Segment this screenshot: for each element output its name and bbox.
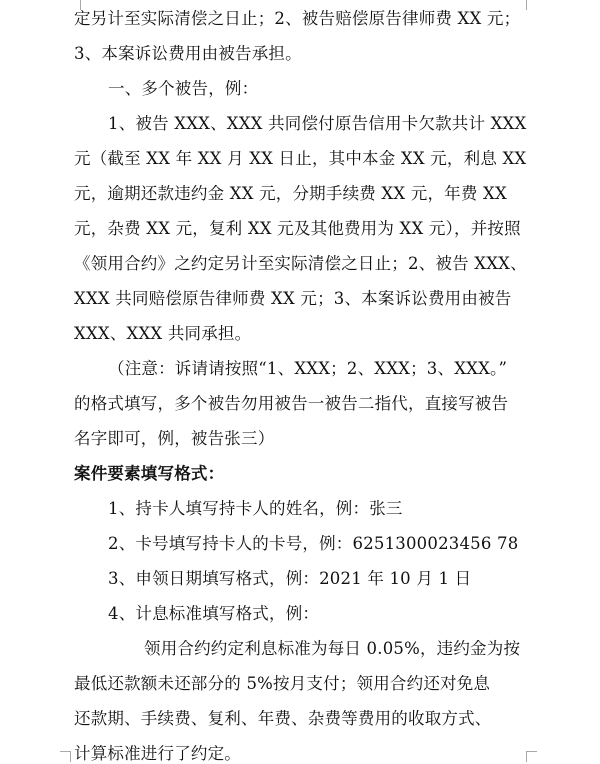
page-corner-mark-top-right <box>526 0 537 10</box>
note-line: 名字即可，例，被告张三） <box>74 429 275 448</box>
text-line: 《领用合约》之约定另计至实际清偿之日止；2、被告 XXX、 <box>74 254 527 273</box>
section-heading: 一、多个被告，例： <box>108 79 259 98</box>
text-line: 3、本案诉讼费用由被告承担。 <box>74 44 302 63</box>
page-corner-mark-bottom-left <box>60 751 71 762</box>
text-line: 定另计至实际清偿之日止；2、被告赔偿原告律师费 XX 元； <box>74 9 521 28</box>
text-line: XXX、XXX 共同承担。 <box>74 324 252 343</box>
text-line: 1、被告 XXX、XXX 共同偿付原告信用卡欠款共计 XXX <box>108 114 527 133</box>
format-item: 2、卡号填写持卡人的卡号，例：6251300023456 78 <box>108 534 519 553</box>
text-line: 元（截至 XX 年 XX 月 XX 日止，其中本金 XX 元，利息 XX <box>74 149 527 168</box>
text-line: 元，逾期还款违约金 XX 元，分期手续费 XX 元，年费 XX <box>74 184 507 203</box>
example-line: 还款期、手续费、复利、年费、杂费等费用的收取方式、 <box>74 709 492 728</box>
page-corner-mark-bottom-right <box>526 751 537 762</box>
example-line: 计算标准进行了约定。 <box>74 744 241 763</box>
note-line: （注意：诉请请按照“1、XXX；2、XXX；3、XXX。” <box>108 359 508 378</box>
format-item: 4、计息标准填写格式，例： <box>108 604 320 623</box>
format-item: 1、持卡人填写持卡人的姓名，例：张三 <box>108 499 403 518</box>
note-line: 的格式填写，多个被告勿用被告一被告二指代，直接写被告 <box>74 394 509 413</box>
text-line: XXX 共同赔偿原告律师费 XX 元；3、本案诉讼费用由被告 <box>74 289 512 308</box>
text-line: 元，杂费 XX 元，复利 XX 元及其他费用为 XX 元），并按照 <box>74 219 521 238</box>
format-item: 3、申领日期填写格式，例：2021 年 10 月 1 日 <box>108 569 472 588</box>
example-line: 领用合约约定利息标准为每日 0.05%，违约金为按 <box>144 639 521 658</box>
example-line: 最低还款额未还部分的 5%按月支付；领用合约还对免息 <box>74 674 491 693</box>
format-section-heading: 案件要素填写格式： <box>74 464 225 483</box>
